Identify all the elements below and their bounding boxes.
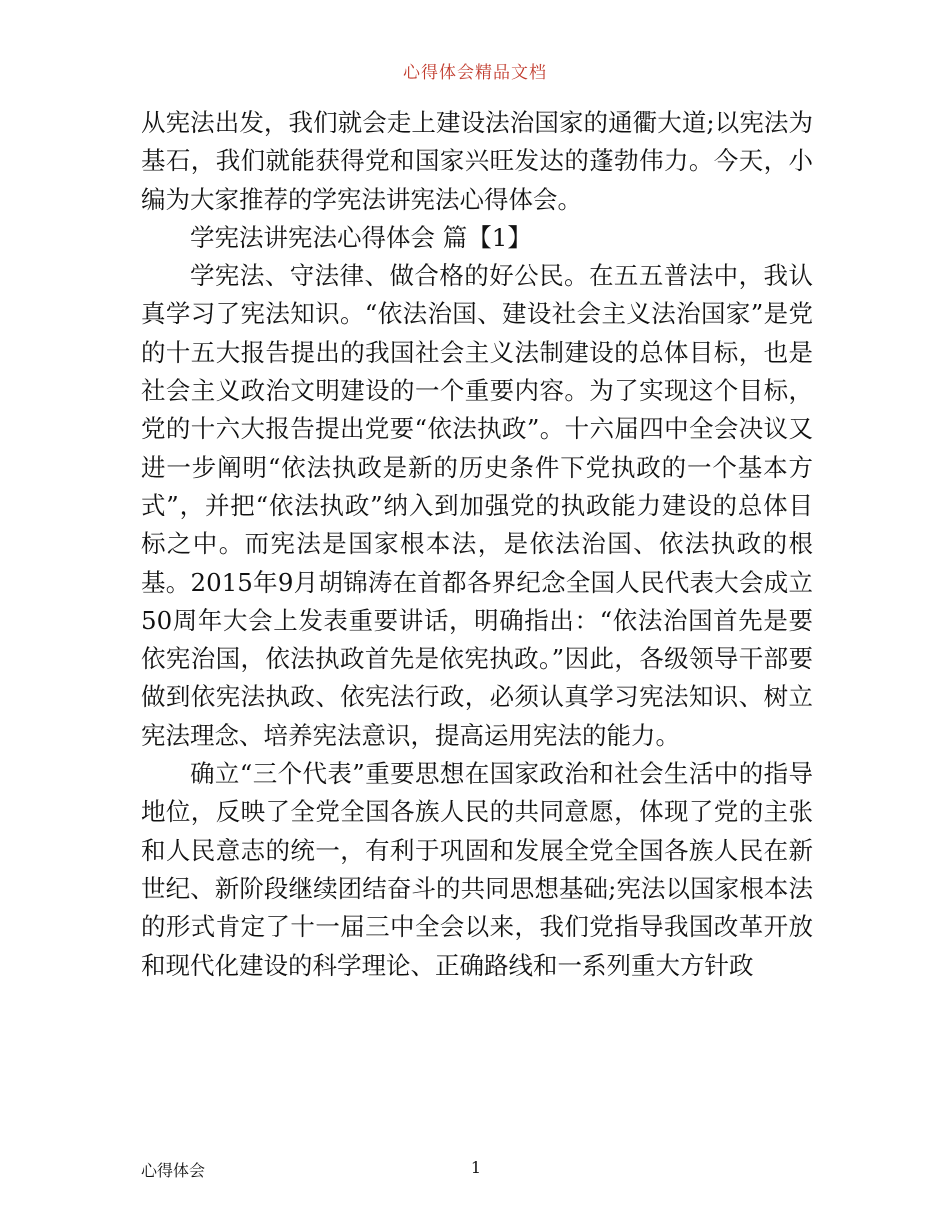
page-number: 1 <box>470 1158 482 1177</box>
body-paragraph-2: 确立“三个代表”重要思想在国家政治和社会生活中的指导地位，反映了全党全国各族人民的共同意愿，体现了党的主张和人民意志的统一，有利于巩固和发展全党全国各族人民在新世纪、新阶段继续团结奋斗的共同思想基础;宪法以国家根本法的形式肯定了十一届三中全会以来，我们党指导我国改革开放和现代化建设的科学理论、正确路线和一系列重大方针政 <box>141 759 813 980</box>
intro-paragraph: 从宪法出发，我们就会走上建设法治国家的通衢大道;以宪法为基石，我们就能获得党和国家兴旺发达的蓬勃伟力。今天，小编为大家推荐的学宪法讲宪法心得体会。 <box>141 108 813 214</box>
document-body <box>141 104 813 985</box>
footer-label: 心得体会 <box>141 1161 206 1180</box>
document-header-title: 心得体会精品文档 <box>403 63 547 83</box>
body-paragraph-1: 学宪法、守法律、做合格的好公民。在五五普法中，我认真学习了宪法知识。“依法治国、建设社会主义法治国家”是党的十五大报告提出的我国社会主义法制建设的总体目标，也是社会主义政治文明建设的一个重要内容。为了实现这个目标，党的十六大报告提出党要“依法执政”。十六届四中全会决议又进一步阐明“依法执政是新的历史条件下党执政的一个基本方式”，并把“依法执政”纳入到加强党的执政能力建设的总体目标之中。而宪法是国家根本法，是依法治国、依法执政的根基。2015年9月胡锦涛在首都各界纪念全国人民代表大会成立50周年大会上发表重要讲话，明确指出：“依法治国首先是要依宪治国，依法执政首先是依宪执政。”因此，各级领导干部要做到依宪法执政、依宪法行政，必须认真学习宪法知识、树立宪法理念、培养宪法意识，提高运用宪法的能力。 <box>141 261 813 750</box>
section-heading: 学宪法讲宪法心得体会 篇【1】 <box>190 222 532 252</box>
